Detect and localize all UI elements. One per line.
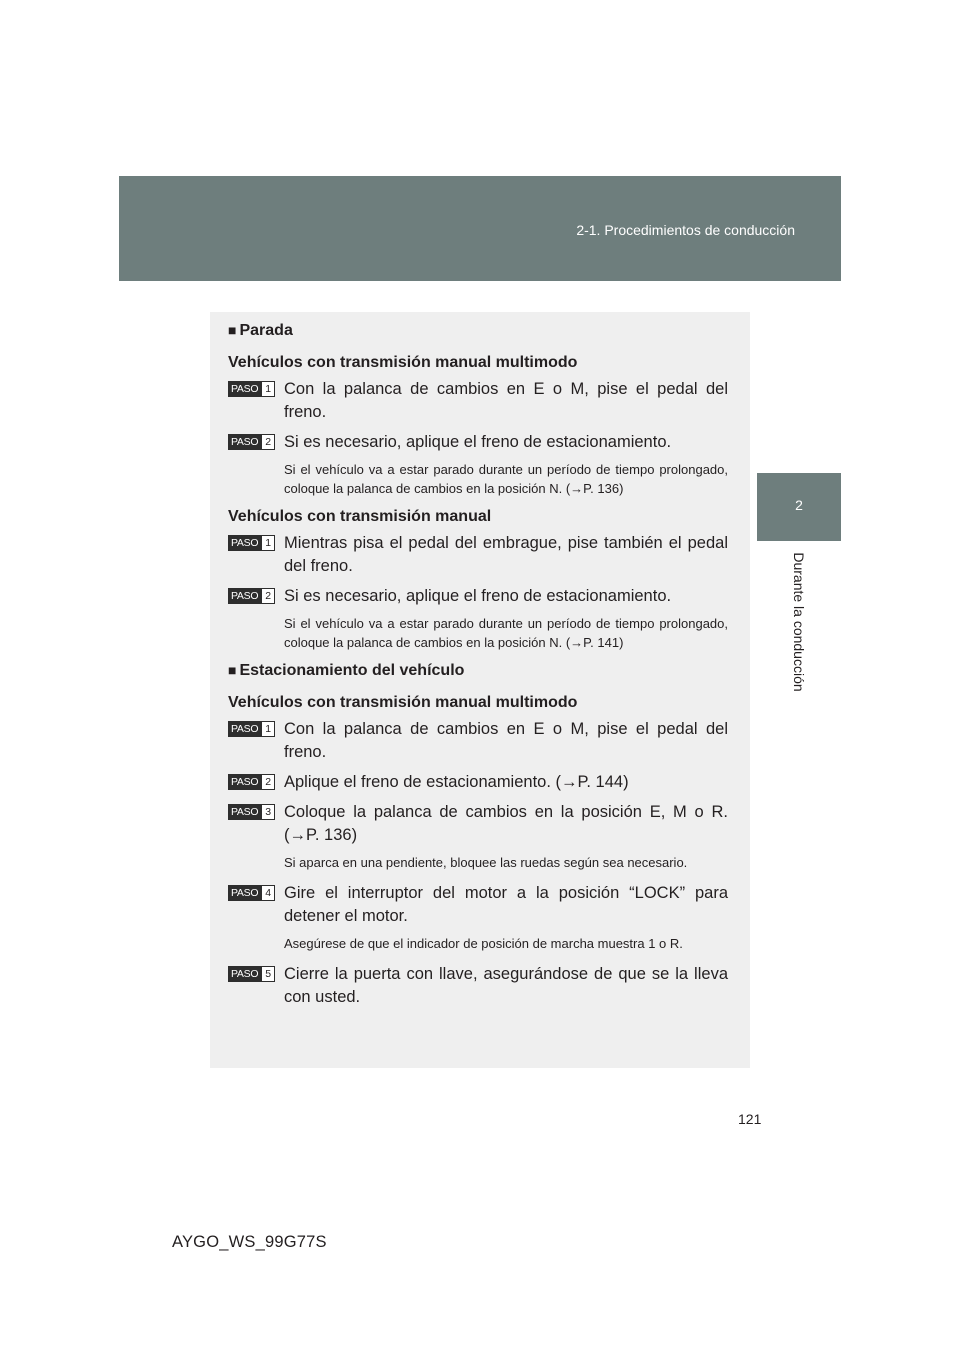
step-badge bbox=[228, 381, 275, 397]
step-badge-number: 2 bbox=[261, 588, 275, 604]
step-badge bbox=[228, 535, 275, 551]
footer-code: AYGO_WS_99G77S bbox=[172, 1233, 327, 1251]
step-badge-number: 2 bbox=[261, 434, 275, 450]
step-text: Con la palanca de cambios en E o M, pise el pedal del freno. bbox=[284, 380, 728, 421]
step-text: Si es necesario, aplique el freno de estacionamiento. bbox=[284, 433, 672, 451]
chapter-tab bbox=[757, 473, 841, 541]
step-text: Cierre la puerta con llave, asegurándose de que se la lleva con usted. bbox=[284, 965, 728, 1006]
chapter-title: 2-1. Procedimientos de conducción bbox=[576, 222, 795, 238]
chapter-number: 2 bbox=[795, 497, 803, 513]
step-text: Con la palanca de cambios en E o M, pise el pedal del freno. bbox=[284, 720, 728, 761]
group-title: Vehículos con transmisión manual bbox=[228, 508, 492, 525]
step-note: Si el vehículo va a estar parado durante un período de tiempo prolongado, coloque la palanca de cambios en la posición N. (→P. 136) bbox=[284, 462, 728, 496]
chapter-header-band bbox=[119, 176, 841, 281]
step-note: Si el vehículo va a estar parado durante un período de tiempo prolongado, coloque la palanca de cambios en la posición N. (→P. 141) bbox=[284, 616, 728, 650]
step-badge bbox=[228, 966, 275, 982]
step-note: Si aparca en una pendiente, bloquee las ruedas según sea necesario. bbox=[284, 855, 688, 870]
step-badge-number: 1 bbox=[261, 721, 275, 737]
step-text: Aplique el freno de estacionamiento. (→P. 144) bbox=[284, 773, 629, 791]
group-title: Vehículos con transmisión manual multimodo bbox=[228, 694, 578, 711]
chapter-side-label: Durante la conducción bbox=[791, 552, 807, 692]
step-text: Si es necesario, aplique el freno de estacionamiento. bbox=[284, 587, 672, 605]
step-badge-word: PASO bbox=[228, 381, 261, 397]
section-heading-text: Estacionamiento del vehículo bbox=[239, 662, 465, 679]
square-bullet-icon: ■ bbox=[228, 322, 237, 338]
step-badge-word: PASO bbox=[228, 434, 261, 450]
step-badge bbox=[228, 588, 275, 604]
step-item bbox=[228, 585, 728, 608]
step-badge-number: 5 bbox=[261, 966, 275, 982]
step-item bbox=[228, 882, 728, 928]
step-item bbox=[228, 532, 728, 578]
step-badge-word: PASO bbox=[228, 588, 261, 604]
step-badge-word: PASO bbox=[228, 966, 261, 982]
step-badge-number: 4 bbox=[261, 885, 275, 901]
step-badge-word: PASO bbox=[228, 721, 261, 737]
step-note: Asegúrese de que el indicador de posición de marcha muestra 1 o R. bbox=[284, 936, 683, 951]
content-inner bbox=[228, 322, 728, 1016]
step-badge bbox=[228, 885, 275, 901]
step-text: Gire el interruptor del motor a la posición “LOCK” para detener el motor. bbox=[284, 884, 728, 925]
step-badge bbox=[228, 774, 275, 790]
content-box bbox=[210, 312, 750, 1068]
step-item bbox=[228, 718, 728, 764]
step-badge bbox=[228, 434, 275, 450]
step-badge-number: 2 bbox=[261, 774, 275, 790]
step-item bbox=[228, 963, 728, 1009]
step-text: Mientras pisa el pedal del embrague, pise también el pedal del freno. bbox=[284, 534, 728, 575]
step-item bbox=[228, 801, 728, 847]
step-badge-word: PASO bbox=[228, 774, 261, 790]
step-badge-word: PASO bbox=[228, 885, 261, 901]
step-text: Coloque la palanca de cambios en la posición E, M o R. (→P. 136) bbox=[284, 803, 728, 844]
section-heading bbox=[228, 322, 728, 340]
step-badge-number: 1 bbox=[261, 535, 275, 551]
section-heading bbox=[228, 662, 728, 680]
step-badge-number: 1 bbox=[261, 381, 275, 397]
page-number: 121 bbox=[738, 1111, 762, 1127]
step-item bbox=[228, 771, 728, 794]
step-badge-number: 3 bbox=[261, 804, 275, 820]
step-badge bbox=[228, 804, 275, 820]
step-badge bbox=[228, 721, 275, 737]
group-title: Vehículos con transmisión manual multimodo bbox=[228, 354, 578, 371]
section-heading-text: Parada bbox=[239, 322, 293, 339]
step-item bbox=[228, 378, 728, 424]
square-bullet-icon: ■ bbox=[228, 662, 237, 678]
step-item bbox=[228, 431, 728, 454]
step-badge-word: PASO bbox=[228, 804, 261, 820]
step-badge-word: PASO bbox=[228, 535, 261, 551]
